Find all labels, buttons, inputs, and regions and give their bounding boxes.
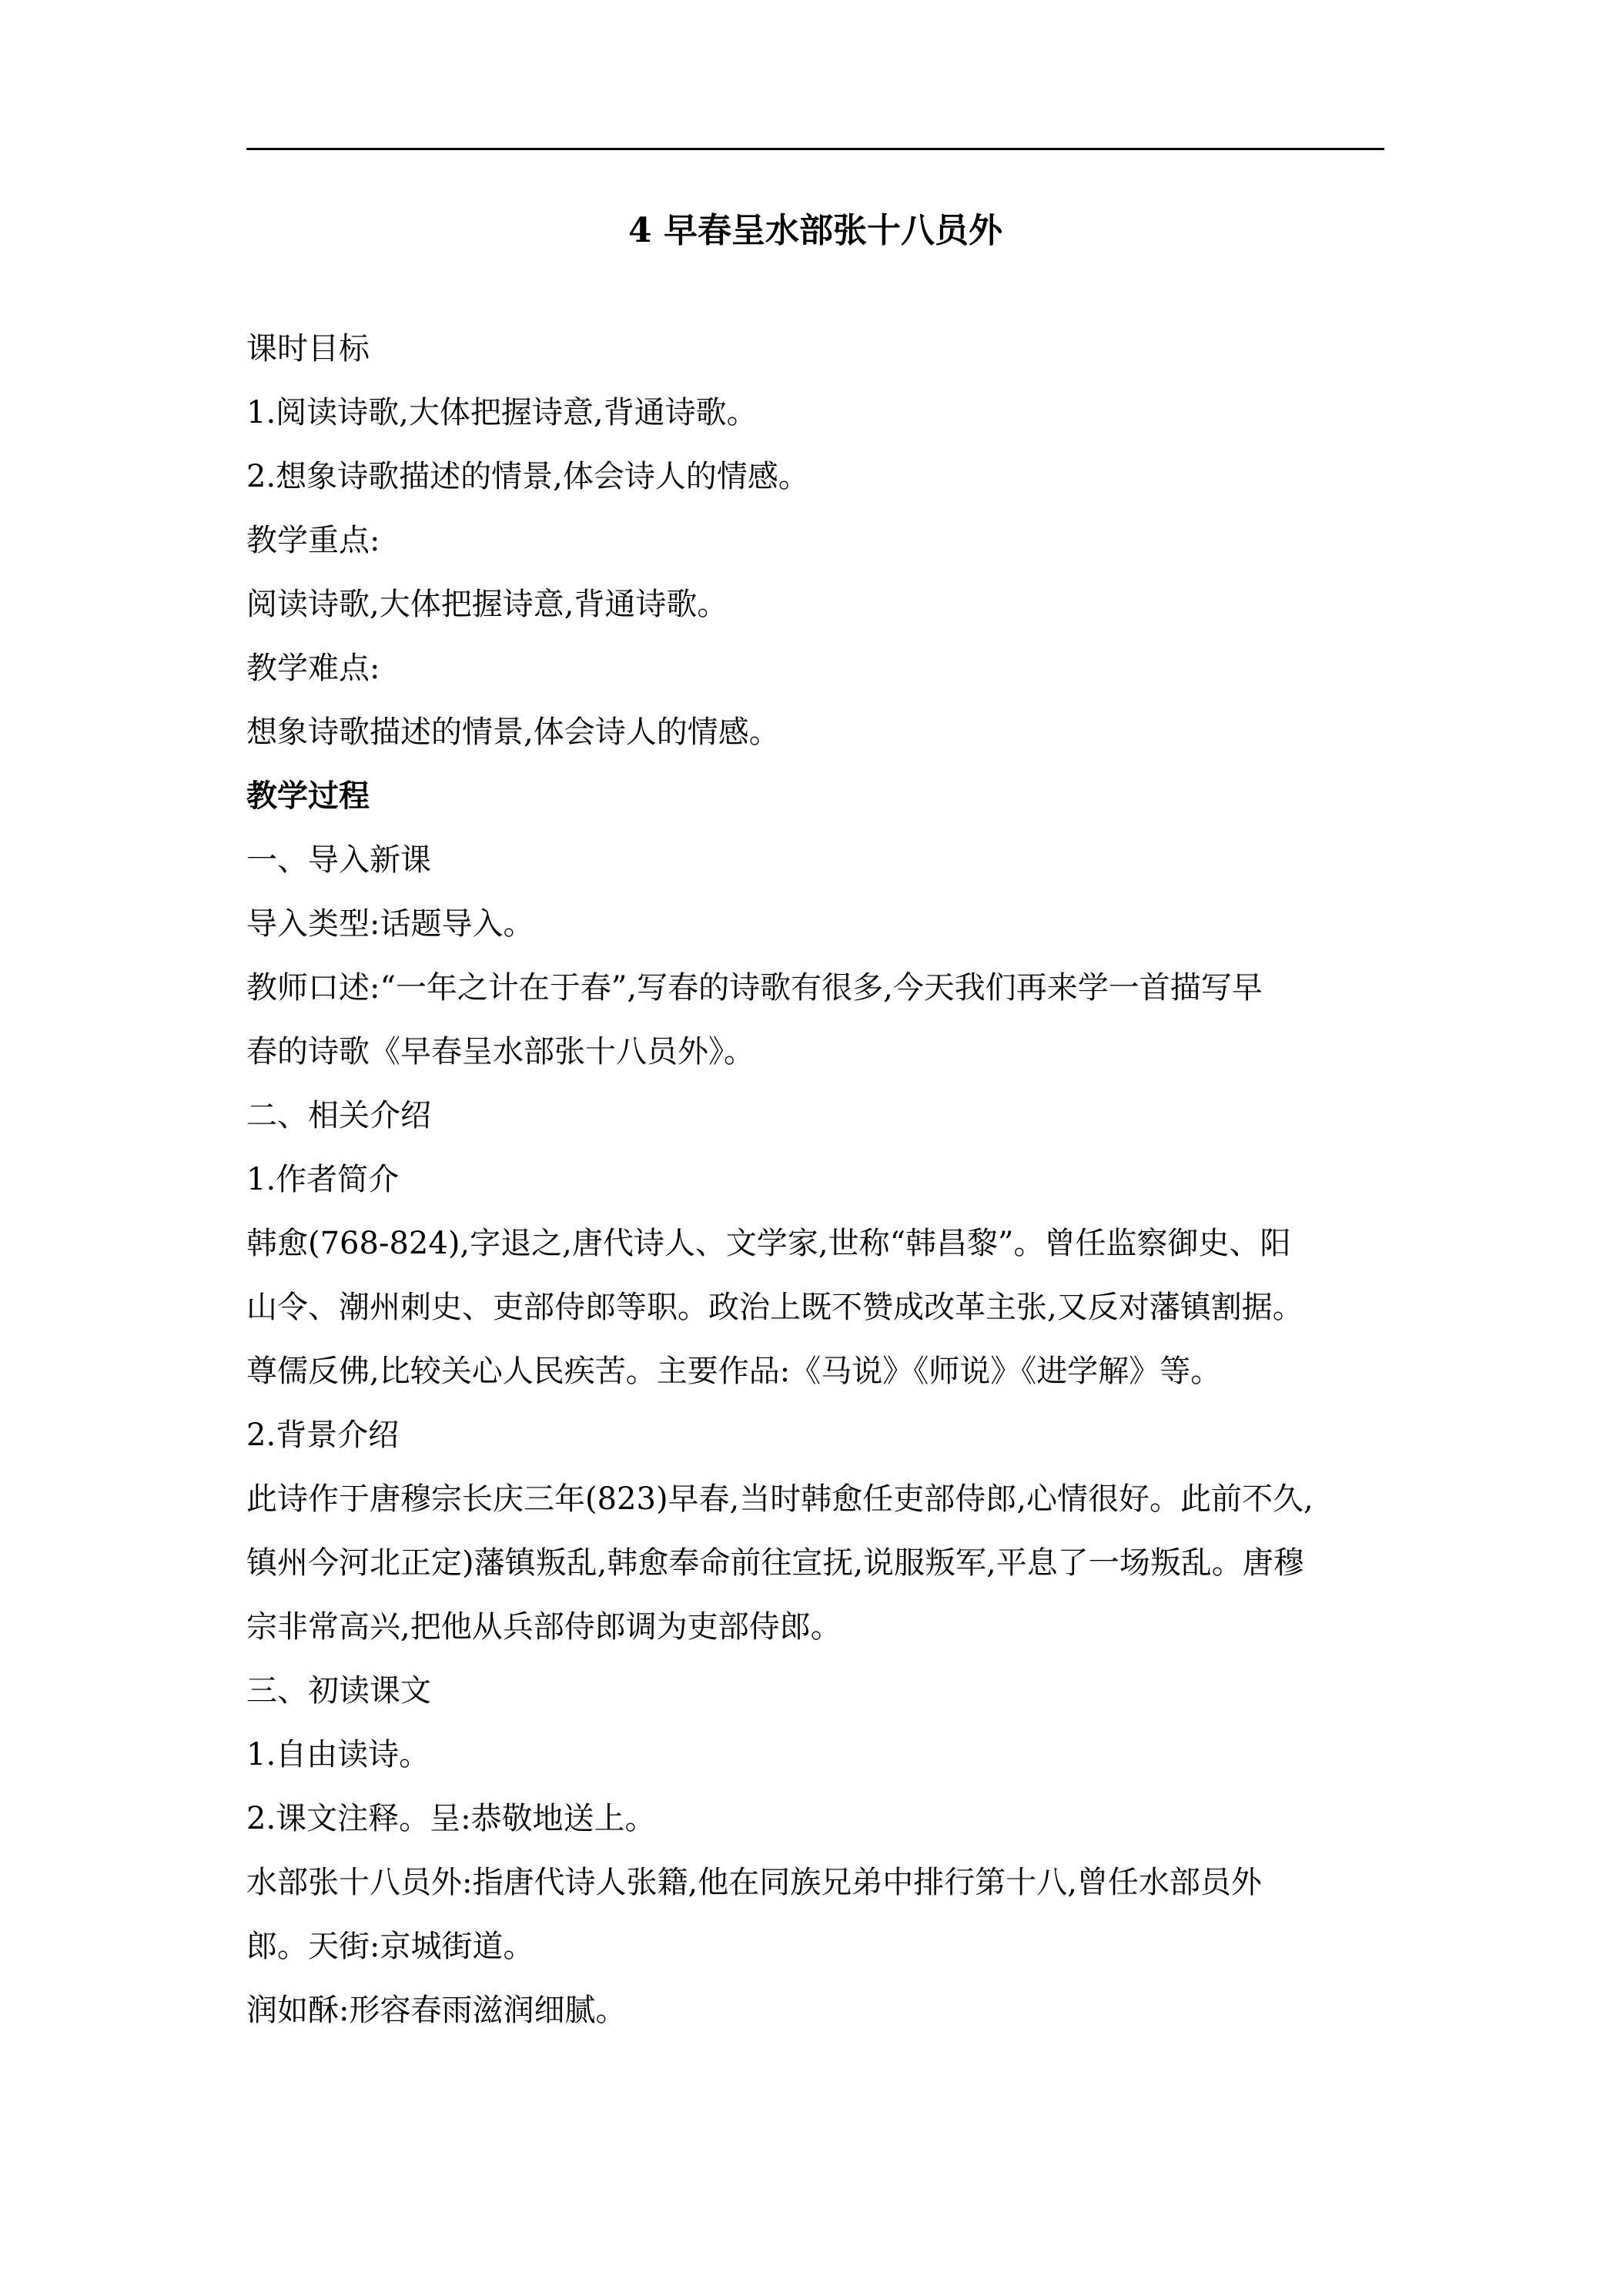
header-rule [246,148,1384,150]
text-line: 一、导入新课 [246,842,431,878]
text-line: 教学难点: [246,651,380,686]
text-line: 此诗作于唐穆宗长庆三年(823)早春,当时韩愈任吏部侍郎,心情很好。此前不久, [246,1481,1313,1517]
text-line: 三、初读课文 [246,1673,431,1709]
text-line: 镇州今河北正定)藩镇叛乱,韩愈奉命前往宣抚,说服叛军,平息了一场叛乱。唐穆 [246,1545,1304,1581]
text-line: 教学重点: [246,523,380,558]
text-line: 教学过程 [246,778,370,814]
text-line: 1.阅读诗歌,大体把握诗意,背通诗歌。 [246,395,758,430]
text-line: 1.作者简介 [246,1162,400,1197]
text-line: 二、相关介绍 [246,1098,431,1133]
text-line: 郎。天街:京城街道。 [246,1929,534,1964]
text-line: 教师口述:“一年之计在于春”,写春的诗歌有很多,今天我们再来学一首描写早 [246,970,1263,1006]
text-line: 1.自由读诗。 [246,1737,430,1772]
document-title: 4 早春呈水部张十八员外 [628,211,1002,250]
text-line: 润如酥:形容春雨滋润细腻。 [246,1993,627,2028]
text-line: 2.课文注释。呈:恭敬地送上。 [246,1801,656,1836]
text-line: 2.背景介绍 [246,1417,400,1453]
text-line: 课时目标 [246,331,370,366]
text-line: 想象诗歌描述的情景,体会诗人的情感。 [246,715,780,750]
text-line: 尊儒反佛,比较关心人民疾苦。主要作品:《马说》《师说》《进学解》等。 [246,1354,1222,1389]
text-line: 导入类型:话题导入。 [246,906,534,942]
document-body [246,330,1384,2055]
text-line: 水部张十八员外:指唐代诗人张籍,他在同族兄弟中排行第十八,曾任水部员外 [246,1865,1262,1900]
text-line: 2.想象诗歌描述的情景,体会诗人的情感。 [246,459,809,494]
text-line: 山令、潮州刺史、吏部侍郎等职。政治上既不赞成改革主张,又反对藩镇割据。 [246,1290,1303,1325]
text-line: 宗非常高兴,把他从兵部侍郎调为吏部侍郎。 [246,1609,842,1645]
text-line: 春的诗歌《早春呈水部张十八员外》。 [246,1034,755,1069]
text-line: 阅读诗歌,大体把握诗意,背通诗歌。 [246,587,728,622]
text-line: 韩愈(768-824),字退之,唐代诗人、文学家,世称“韩昌黎”。曾任监察御史、阳 [246,1226,1291,1261]
